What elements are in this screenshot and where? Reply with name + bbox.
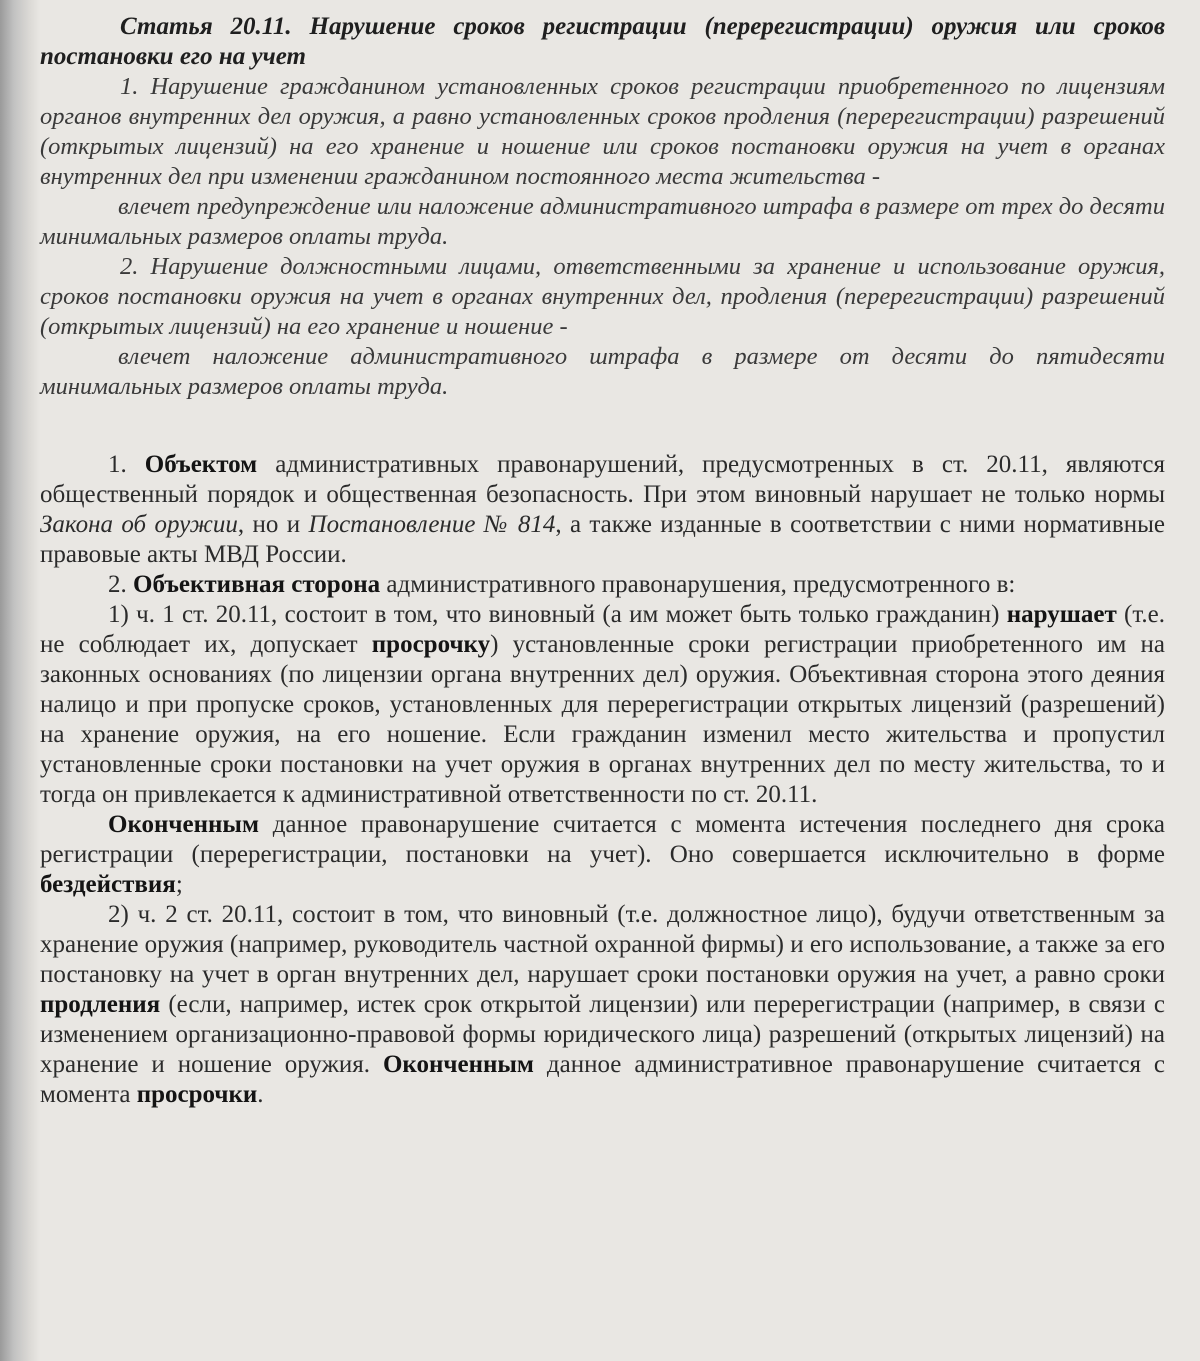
term-completed: Оконченным [108, 811, 259, 838]
text-span: (т.е. не соблюдает их, допускает [40, 601, 1166, 658]
term-inaction: бездействия [40, 871, 176, 898]
document-page [40, 12, 1165, 1110]
commentary-paragraph-part-1 [40, 600, 1165, 810]
term-extension: продления [40, 991, 161, 1018]
text-span: ) установленные сроки регистрации приобретенного им на законных основаниях (по лицензии органа внутренних дел) оружия. Объективная сторона этого деяния налицо и при пропуске сроков, установленных для перерегистрации открытых лицензий (разрешений) на хранение оружия, на его ношение. Если гражданин изменил место жительства и пропустил установленные сроки постановки на учет оружия в органах внутренних дел по месту жительства, то и тогда он привлекается к административной ответственности по ст. 20.11. [40, 631, 1165, 808]
text-span: 1) ч. 1 ст. 20.11, состоит в том, что виновный (а им может быть только гражданин) [108, 601, 1000, 628]
paragraph-number: 1. [108, 451, 127, 478]
article-sanction-1: влечет предупреждение или наложение административного штрафа в размере от трех до десяти минимальных размеров оплаты труда. [40, 193, 1165, 250]
commentary-paragraph-part-2 [40, 900, 1165, 1110]
section-gap [40, 402, 1165, 450]
paragraph-number: 2. [108, 571, 127, 598]
term-delay: просрочку [371, 631, 491, 658]
text-span: , но и [237, 511, 301, 538]
text-span: . [257, 1081, 264, 1108]
text-span: ; [175, 871, 183, 898]
term-completed: Оконченным [382, 1051, 534, 1078]
decree-reference: Постановление № 814 [308, 511, 556, 538]
term-violates: нарушает [1006, 601, 1117, 628]
text-span: административных правонарушений, предусмотренных в ст. 20.11, являются общественный порядок и общественная безопасность. При этом виновный нарушает не только нормы [40, 451, 1166, 508]
term-objective-side: Объективная сторона [133, 571, 381, 598]
commentary-paragraph-object [40, 450, 1165, 570]
article-part-1: 1. Нарушение гражданином установленных сроков регистрации приобретенного по лицензиям органов внутренних дел оружия, а равно установленных сроков продления (перерегистрации) разрешений (открытых лицензий) на его хранение и ношение или сроков постановки оружия на учет в органах внутренних дел при изменении гражданином постоянного места жительства - [40, 73, 1165, 190]
commentary-paragraph-completion [40, 810, 1165, 900]
text-span: административного правонарушения, предусмотренного в: [386, 571, 1016, 598]
article-sanction-2: влечет наложение административного штрафа в размере от десяти до пятидесяти минимальных размеров оплаты труда. [40, 343, 1165, 400]
article-title: Статья 20.11. Нарушение сроков регистрации (перерегистрации) оружия или сроков постановки его на учет [40, 13, 1165, 70]
term-delay: просрочки [136, 1081, 258, 1108]
law-reference: Закона об оружии [40, 511, 238, 538]
book-binding-shadow [0, 0, 40, 1361]
article-part-2: 2. Нарушение должностными лицами, ответственными за хранение и использование оружия, сроков постановки оружия на учет в органах внутренних дел, продления (перерегистрации) разрешений (открытых лицензий) на его хранение и ношение - [40, 253, 1165, 340]
text-span: данное правонарушение считается с момента истечения последнего дня срока регистрации (перерегистрации, постановки на учет). Оно совершается исключительно в форме [40, 811, 1166, 868]
text-span: (если, например, истек срок открытой лицензии) или перерегистрации (например, в связи с изменением организационно-правовой формы юридического лица) разрешений (открытых лицензий) на хранение и ношение оружия. [40, 991, 1166, 1078]
text-span: 2) ч. 2 ст. 20.11, состоит в том, что виновный (т.е. должностное лицо), будучи ответственным за хранение оружия (например, руководитель частной охранной фирмы) и его использование, а также за его постановку на учет в орган внутренних дел, нарушает сроки постановки оружия на учет, а равно сроки [40, 901, 1165, 988]
term-object: Объектом [144, 451, 258, 478]
text-span: данное административное правонарушение считается с момента [40, 1051, 1166, 1108]
commentary-paragraph-objective-side [40, 570, 1165, 600]
text-span: , а также изданные в соответствии с ними нормативные правовые акты МВД России. [40, 511, 1165, 568]
